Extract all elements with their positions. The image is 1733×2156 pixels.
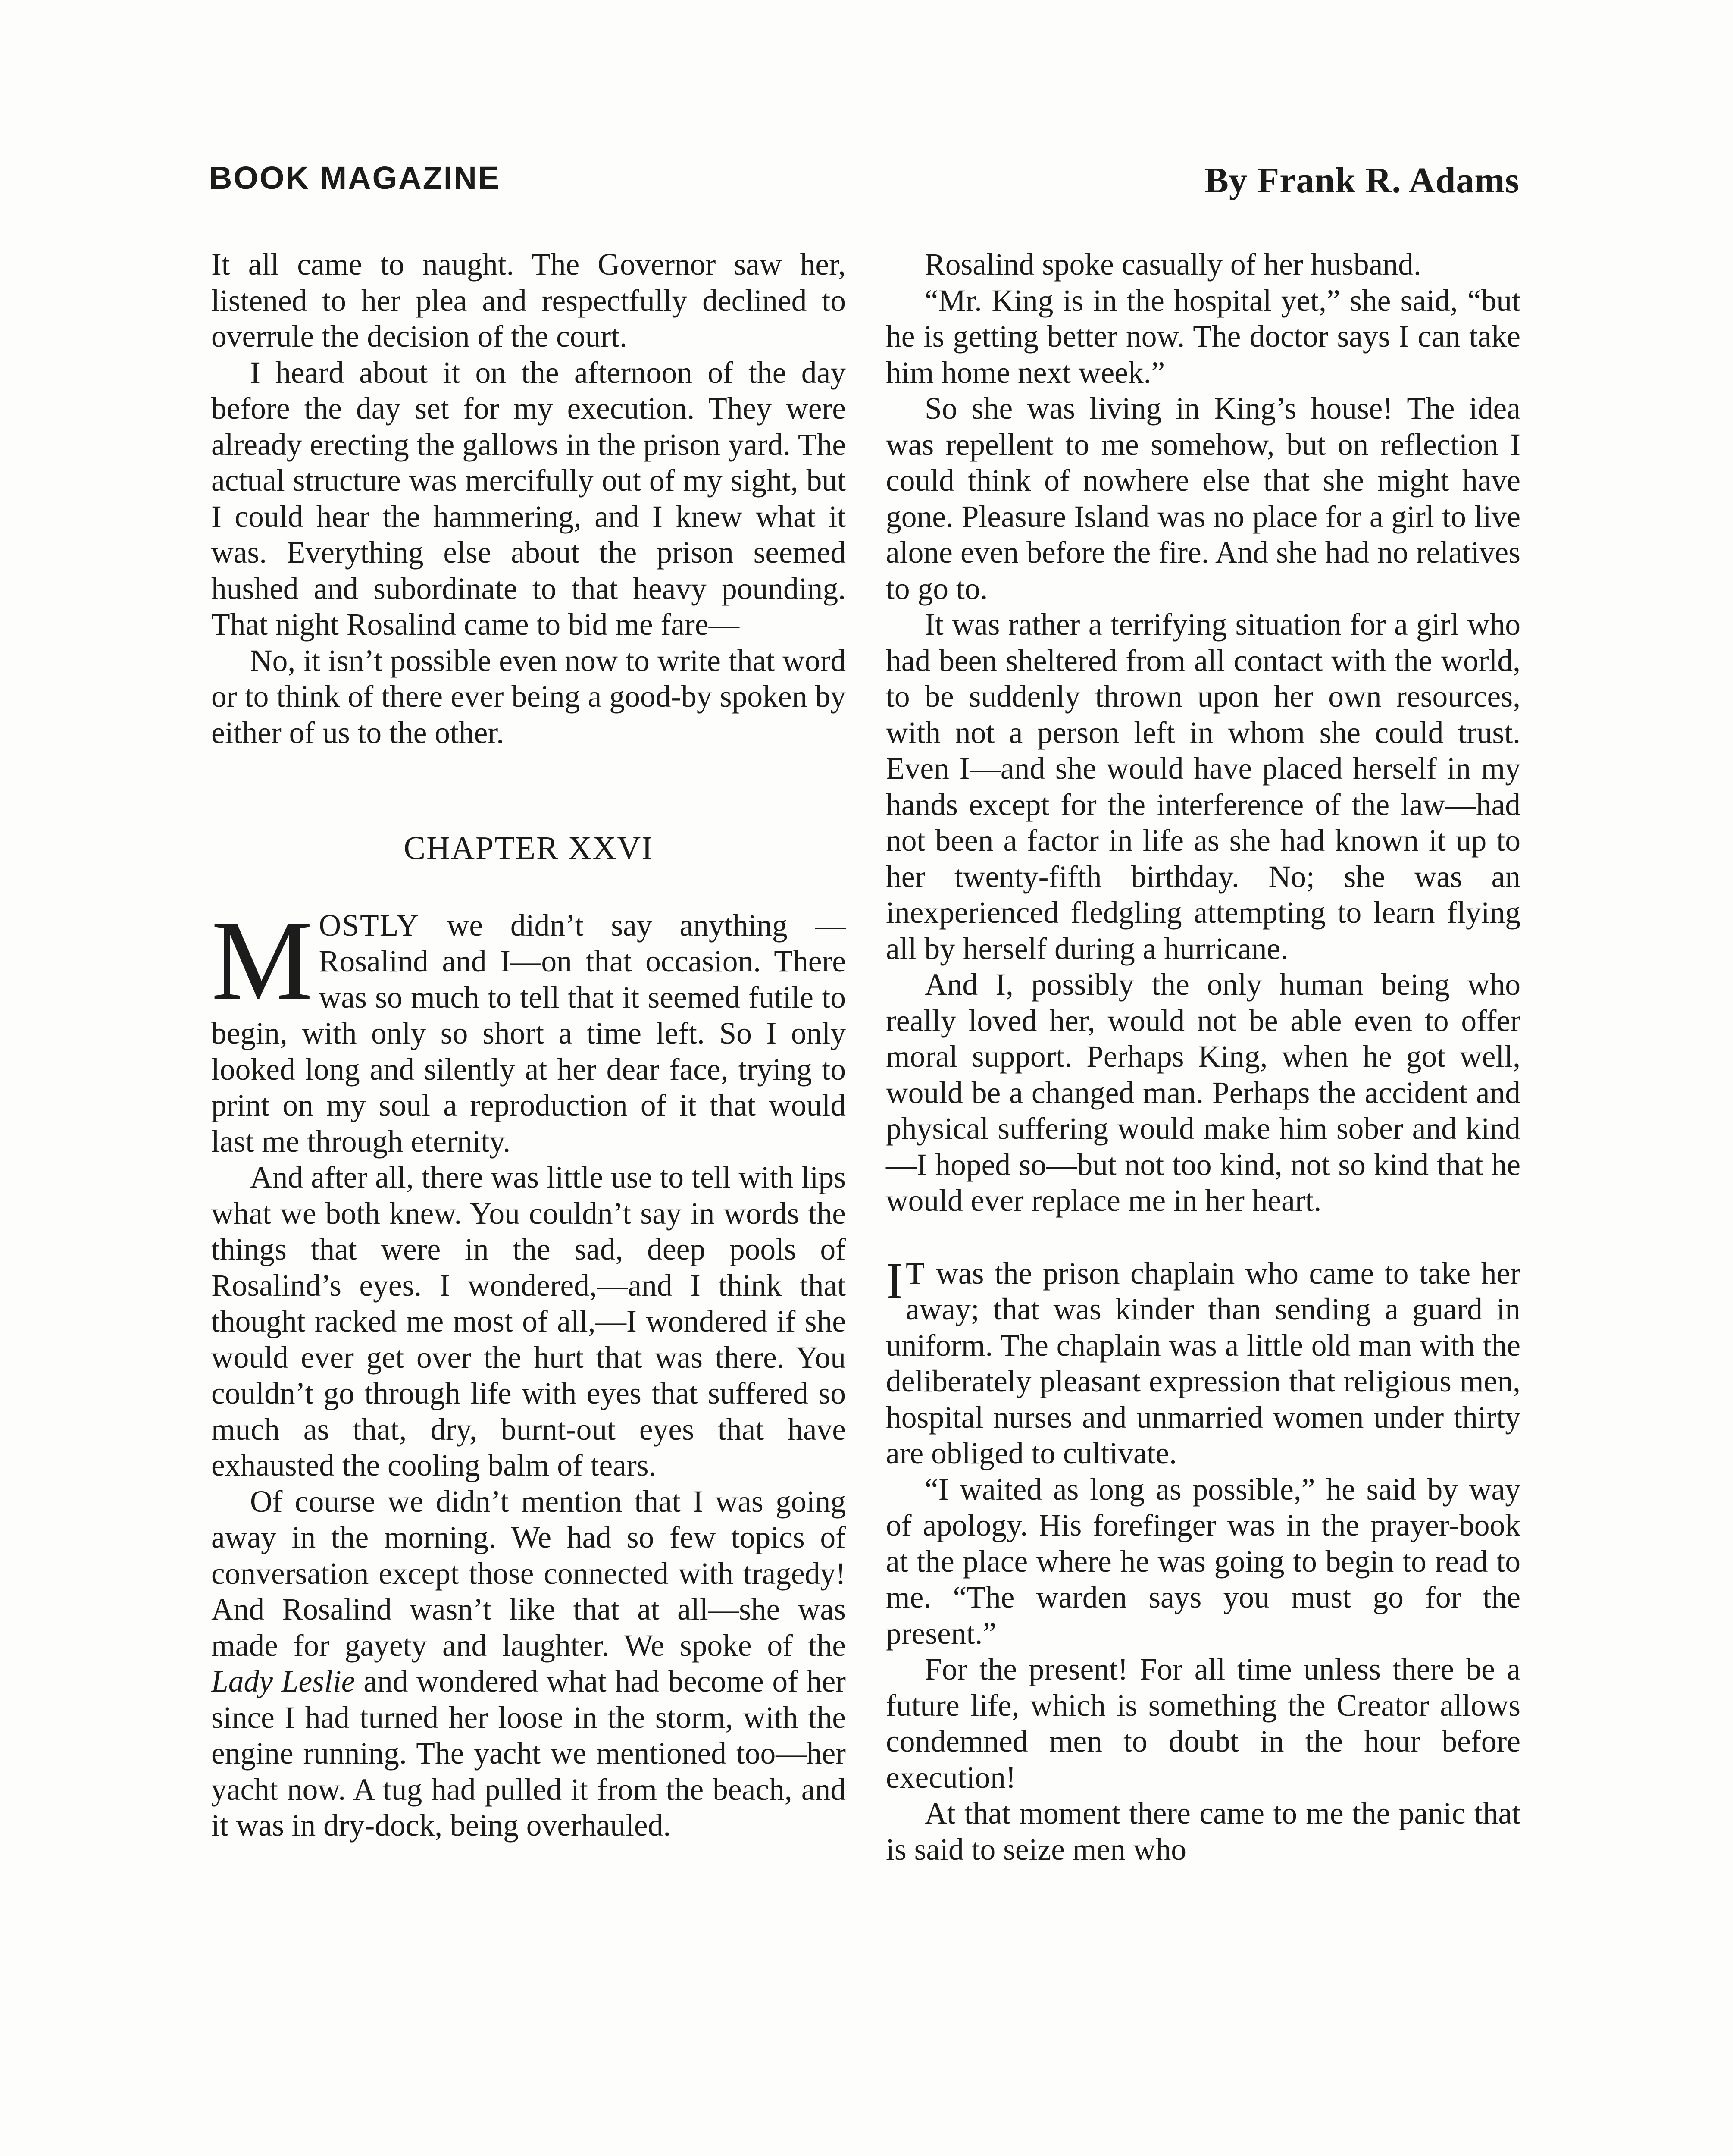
right-column: [886, 247, 1520, 1868]
paragraph: I heard about it on the afternoon of the day before the day set for my execution. They were already erecting the gallows in the prison yard. The actual structure was mercifully out of my sight, but I could hear the hammering, and I knew what it was. Everything else about the prison seemed hushed and subordinate to that heavy pounding. That night Rosalind came to bid me fare—: [211, 355, 846, 642]
drop-cap: M: [211, 897, 313, 1024]
section-break: [886, 1219, 1520, 1256]
magazine-title: BOOK MAGAZINE: [209, 160, 501, 196]
small-caps-lead: T: [905, 1256, 926, 1291]
left-column: [211, 247, 846, 1844]
paragraph-text: Of course we didn’t mention that I was going away in the morning. We had so few topics of conversation except those connected with tragedy! And Rosalind wasn’t like that at all—she was made for gayety and laughter. We spoke of the: [211, 1484, 846, 1663]
paragraph: For the present! For all time unless there be a future life, which is something the Creator allows condemned men to doubt in the hour before execution!: [886, 1652, 1520, 1795]
paragraph: So she was living in King’s house! The idea was repellent to me somehow, but on reflection I could think of nowhere else that she might have gone. Pleasure Island was no place for a girl to live alone even before the fire. And she had no relatives to go to.: [886, 392, 1520, 606]
small-caps-lead: OSTLY: [319, 908, 419, 943]
paragraph: At that moment there came to me the panic that is said to seize men who: [886, 1796, 1520, 1867]
drop-cap: I: [886, 1251, 903, 1309]
author-byline: By Frank R. Adams: [1204, 160, 1520, 201]
chapter-opening-paragraph: [211, 897, 846, 1160]
paragraph: It was rather a terrifying situation for a girl who had been sheltered from all contact with the world, to be suddenly thrown upon her own resources, with not a person left in whom she could trust. Even I—and she would have placed herself in my hands except for the interference of the law—had not been a factor in life as she had known it up to her twenty-fifth birthday. No; she was an inexperienced fledgling attempting to learn flying all by herself during a hurricane.: [886, 608, 1520, 966]
paragraph: [211, 1484, 846, 1844]
section-opening-paragraph: [886, 1251, 1520, 1472]
paragraph: And after all, there was little use to tell with lips what we both knew. You couldn’t say in words the things that were in the sad, deep pools of Rosalind’s eyes. I wondered,—and I think that thought racked me most of all,—I wondered if she would ever get over the hurt that was there. You couldn’t go through life with eyes that suffered so much as that, dry, burnt-out eyes that have exhausted the cooling balm of tears.: [211, 1160, 846, 1482]
paragraph: “I waited as long as possible,” he said by way of apology. His forefinger was in the prayer-book at the place where he was going to begin to read to me. “The warden says you must go for the present.”: [886, 1472, 1520, 1651]
paragraph: It all came to naught. The Governor saw her, listened to her plea and respectfully declined to overrule the decision of the court.: [211, 248, 846, 354]
paragraph-text: was the prison chaplain who came to take her away; that was kinder than sending a guard in uniform. The chaplain was a little old man with the deliberately pleasant expression that religious men, hospital nurses and unmarried women under thirty are obliged to cultivate.: [886, 1256, 1520, 1470]
paragraph-text: and wondered what had become of her since I had turned her loose in the storm, with the engine running. The yacht we mentioned too—her yacht now. A tug had pulled it from the beach, and it was in dry-dock, being overhauled.: [211, 1664, 846, 1843]
italic-ship-name: Lady Leslie: [211, 1664, 355, 1698]
paragraph: No, it isn’t possible even now to write that word or to think of there ever being a good-by spoken by either of us to the other.: [211, 643, 846, 750]
paragraph: And I, possibly the only human being who really loved her, would not be able even to offer moral support. Perhaps King, when he got well, would be a changed man. Perhaps the accident and physical suffering would make him sober and kind—I hoped so—but not too kind, not so kind that he would ever replace me in her heart.: [886, 968, 1520, 1218]
chapter-heading: CHAPTER XXVI: [404, 830, 654, 866]
paragraph: “Mr. King is in the hospital yet,” she said, “but he is getting better now. The doctor says I can take him home next week.”: [886, 283, 1520, 390]
paragraph: Rosalind spoke casually of her husband.: [925, 248, 1421, 282]
paragraph-text: we didn’t say anything —Rosalind and I—on that occasion. There was so much to tell that it seemed futile to begin, with only so short a time left. So I only looked long and silently at her dear face, trying to print on my soul a reproduction of it that would last me through eternity.: [211, 908, 846, 1159]
